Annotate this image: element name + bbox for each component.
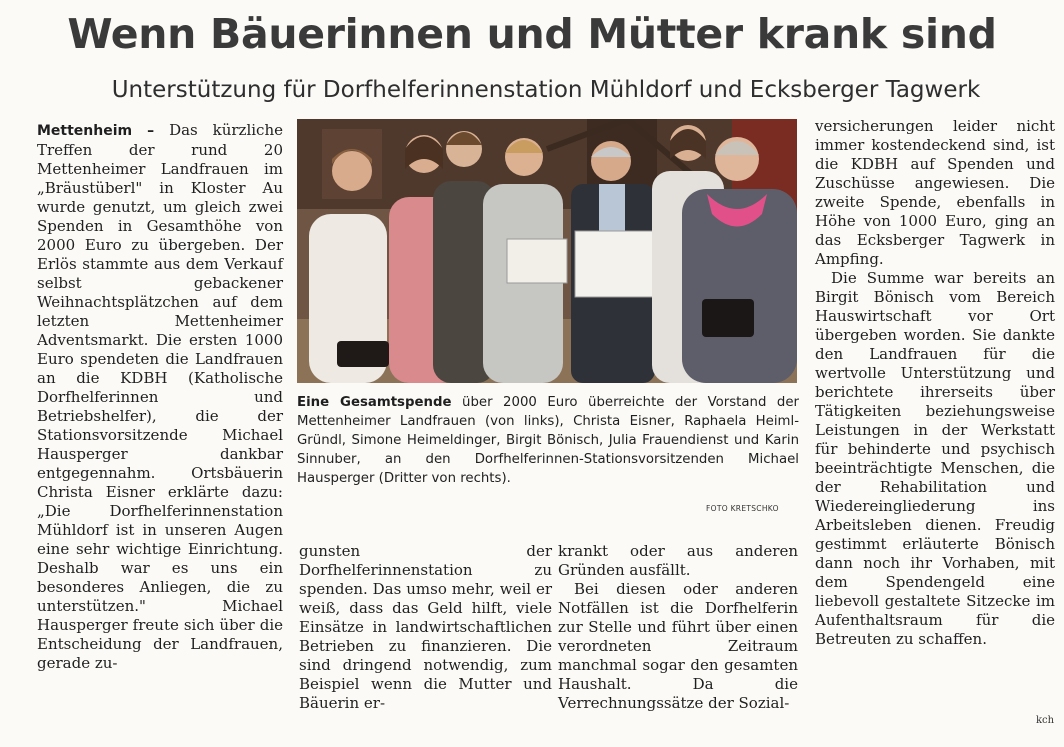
paragraph: Die Summe war bereits an Birgit Bönisch vom Bereich Hauswirtschaft vor Ort übergeben worden. Sie dankte den Landfrauen für die wertvolle Unterstützung und berichtete ihrerseits über Tätigkeiten beziehungsweise Leistungen in der Werkstatt für behinderte und psychisch beeinträchtigte Menschen, die der Rehabilitation und Wiedereingliederung ins Arbeitsleben dienen. Freudig gestimmt erläuterte Bönisch dann noch ihr Vorhaben, mit dem Spendengeld eine liebevoll gestaltete Sitzecke im Aufenthaltsraum für die Betreuten zu schaffen. [815,269,1055,648]
photo-caption [297,393,799,488]
paragraph: Bei diesen oder anderen Notfällen ist die Dorfhelferin zur Stelle und führt über einen verordneten Zeitraum manchmal sogar den gesamten Haushalt. Da die Verrechnungssätze der Sozial- [558,580,798,712]
paragraph [37,121,283,673]
paragraph-text: Das kürzliche Treffen der rund 20 Mettenheimer Landfrauen im „Bräustüberl" in Kloster Au wurde genutzt, um gleich zwei Spenden in Gesamthöhe von 2000 Euro zu übergeben. Der Erlös stammte aus dem Verkauf selbst gebackener Weihnachtsplätzchen auf dem letzten Mettenheimer Adventsmarkt. Die ersten 1000 Euro spendeten die Landfrauen an die KDBH (Katholische Dorfhelferinnen und Betriebshelfer), die der Stationsvorsitzende Michael Hausperger dankbar entgegennahm. Ortsbäuerin Christa Eisner erklärte dazu: „Die Dorfhelferinnenstation Mühldorf ist in unseren Augen eine sehr wichtige Einrichtung. Deshalb war es uns ein besonderes Anliegen, die zu unterstützen." Michael Hausperger freute sich über die Entscheidung der Landfrauen, gerade zu- [37,121,283,672]
caption-lead: Eine Gesamtspende [297,395,452,410]
author-signature: kch [1036,715,1055,726]
subheadline: Unterstützung für Dorfhelferinnenstation Mühldorf und Ecksberger Tagwerk [111,77,981,103]
paragraph: krankt oder aus anderen Gründen ausfällt. [558,542,798,579]
group-photo [297,119,797,383]
paragraph: versicherungen leider nicht immer kostendeckend sind, ist die KDBH auf Spenden und Zuschüsse angewiesen. Die zweite Spende, ebenfalls in Höhe von 1000 Euro, ging an das Ecksberger Tagwerk in Ampfing. [815,117,1055,268]
column-middle-1 [299,542,552,713]
headline: Wenn Bäuerinnen und Mütter krank sind [67,10,997,58]
photo-illustration [297,119,797,383]
caption-text: über 2000 Euro überreichte der Vorstand der Mettenheimer Landfrauen (von links), Christa Eisner, Raphaela Heiml-Gründl, Simone Heimeldinger, Birgit Bönisch, Julia Frauendienst und Karin Sinnuber, an den Dorfhelferinnen-Stationsvorsitzenden Michael Hausperger (Dritter von rechts). [297,395,799,486]
column-right [815,117,1055,649]
column-middle-2 [558,542,798,713]
dateline: Mettenheim – [37,123,155,139]
photo-credit: FOTO KRETSCHKO [706,504,779,513]
paragraph: gunsten der Dorfhelferinnenstation zu spenden. Das umso mehr, weil er weiß, dass das Geld hilft, viele Einsätze in landwirtschaftlichen Betrieben zu finanzieren. Die sind dringend notwendig, zum Beispiel wenn die Mutter und Bäuerin er- [299,542,552,712]
column-left [37,121,283,673]
